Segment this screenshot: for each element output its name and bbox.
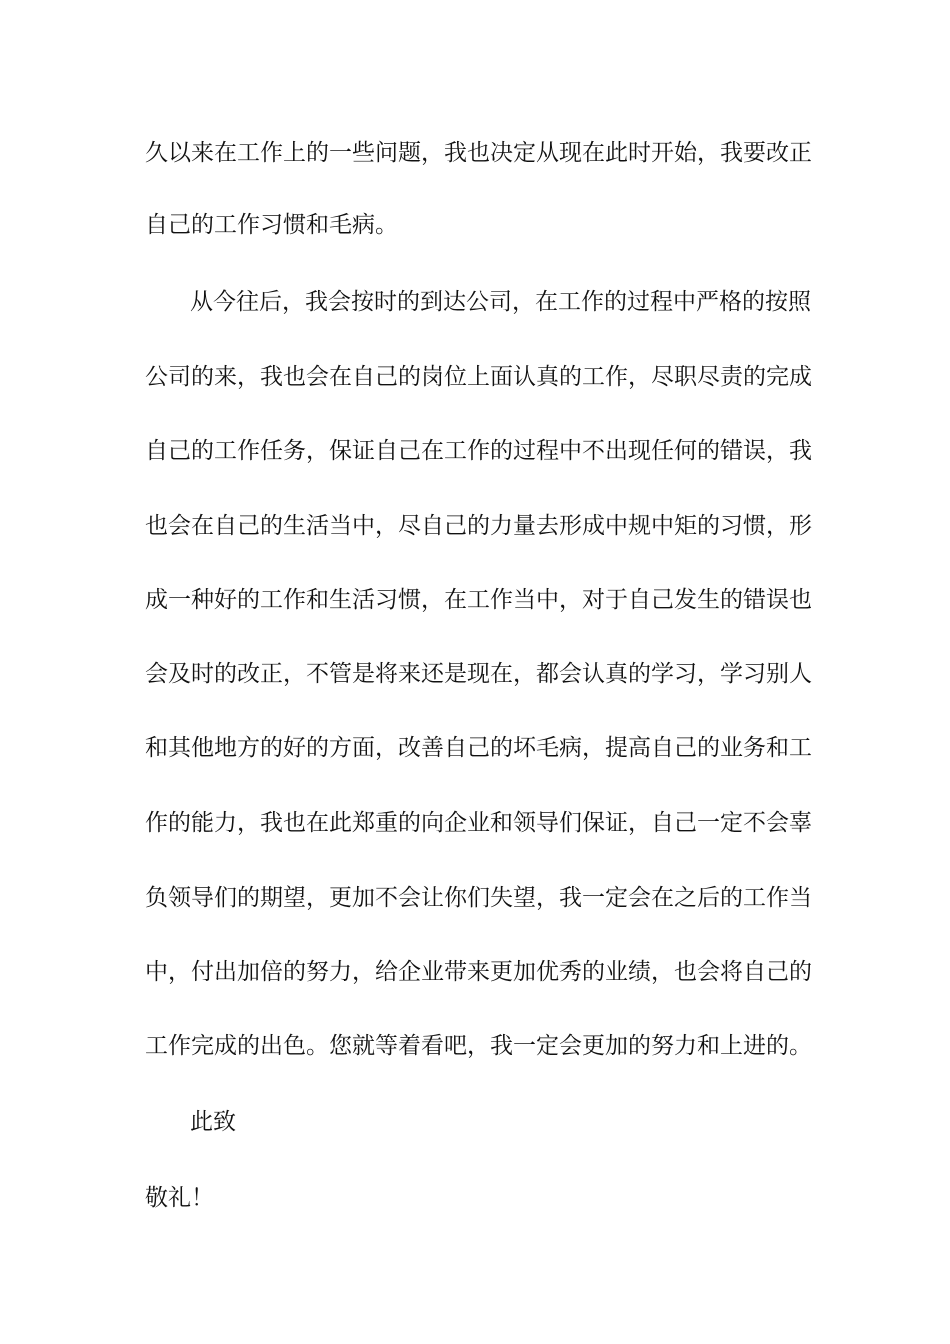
paragraph-2-line-5: 成一种好的工作和生活习惯，在工作当中，对于自己发生的错误也: [145, 587, 812, 613]
paragraph-2-line-8: 作的能力，我也在此郑重的向企业和领导们保证，自己一定不会辜: [145, 810, 812, 836]
paragraph-1-line-1: 久以来在工作上的一些问题，我也决定从现在此时开始，我要改正: [145, 140, 812, 166]
paragraph-2-line-10: 中，付出加倍的努力，给企业带来更加优秀的业绩，也会将自己的: [145, 959, 812, 985]
paragraph-2-line-1: 从今往后，我会按时的到达公司，在工作的过程中严格的按照: [190, 289, 811, 315]
paragraph-2-line-7: 和其他地方的好的方面，改善自己的坏毛病，提高自己的业务和工: [145, 735, 812, 761]
paragraph-2-line-2: 公司的来，我也会在自己的岗位上面认真的工作，尽职尽责的完成: [145, 364, 812, 390]
salutation-text: 敬礼！: [145, 1185, 214, 1211]
paragraph-2-line-4: 也会在自己的生活当中，尽自己的力量去形成中规中矩的习惯，形: [145, 513, 812, 539]
paragraph-2-line-6: 会及时的改正，不管是将来还是现在，都会认真的学习，学习别人: [145, 661, 812, 687]
paragraph-1-line-2: 自己的工作习惯和毛病。: [145, 212, 398, 238]
paragraph-2-line-3: 自己的工作任务，保证自己在工作的过程中不出现任何的错误，我: [145, 438, 812, 464]
paragraph-2-line-9: 负领导们的期望，更加不会让你们失望，我一定会在之后的工作当: [145, 885, 812, 911]
paragraph-2-line-11: 工作完成的出色。您就等着看吧，我一定会更加的努力和上进的。: [145, 1033, 812, 1059]
closing-text: 此致: [190, 1109, 236, 1135]
